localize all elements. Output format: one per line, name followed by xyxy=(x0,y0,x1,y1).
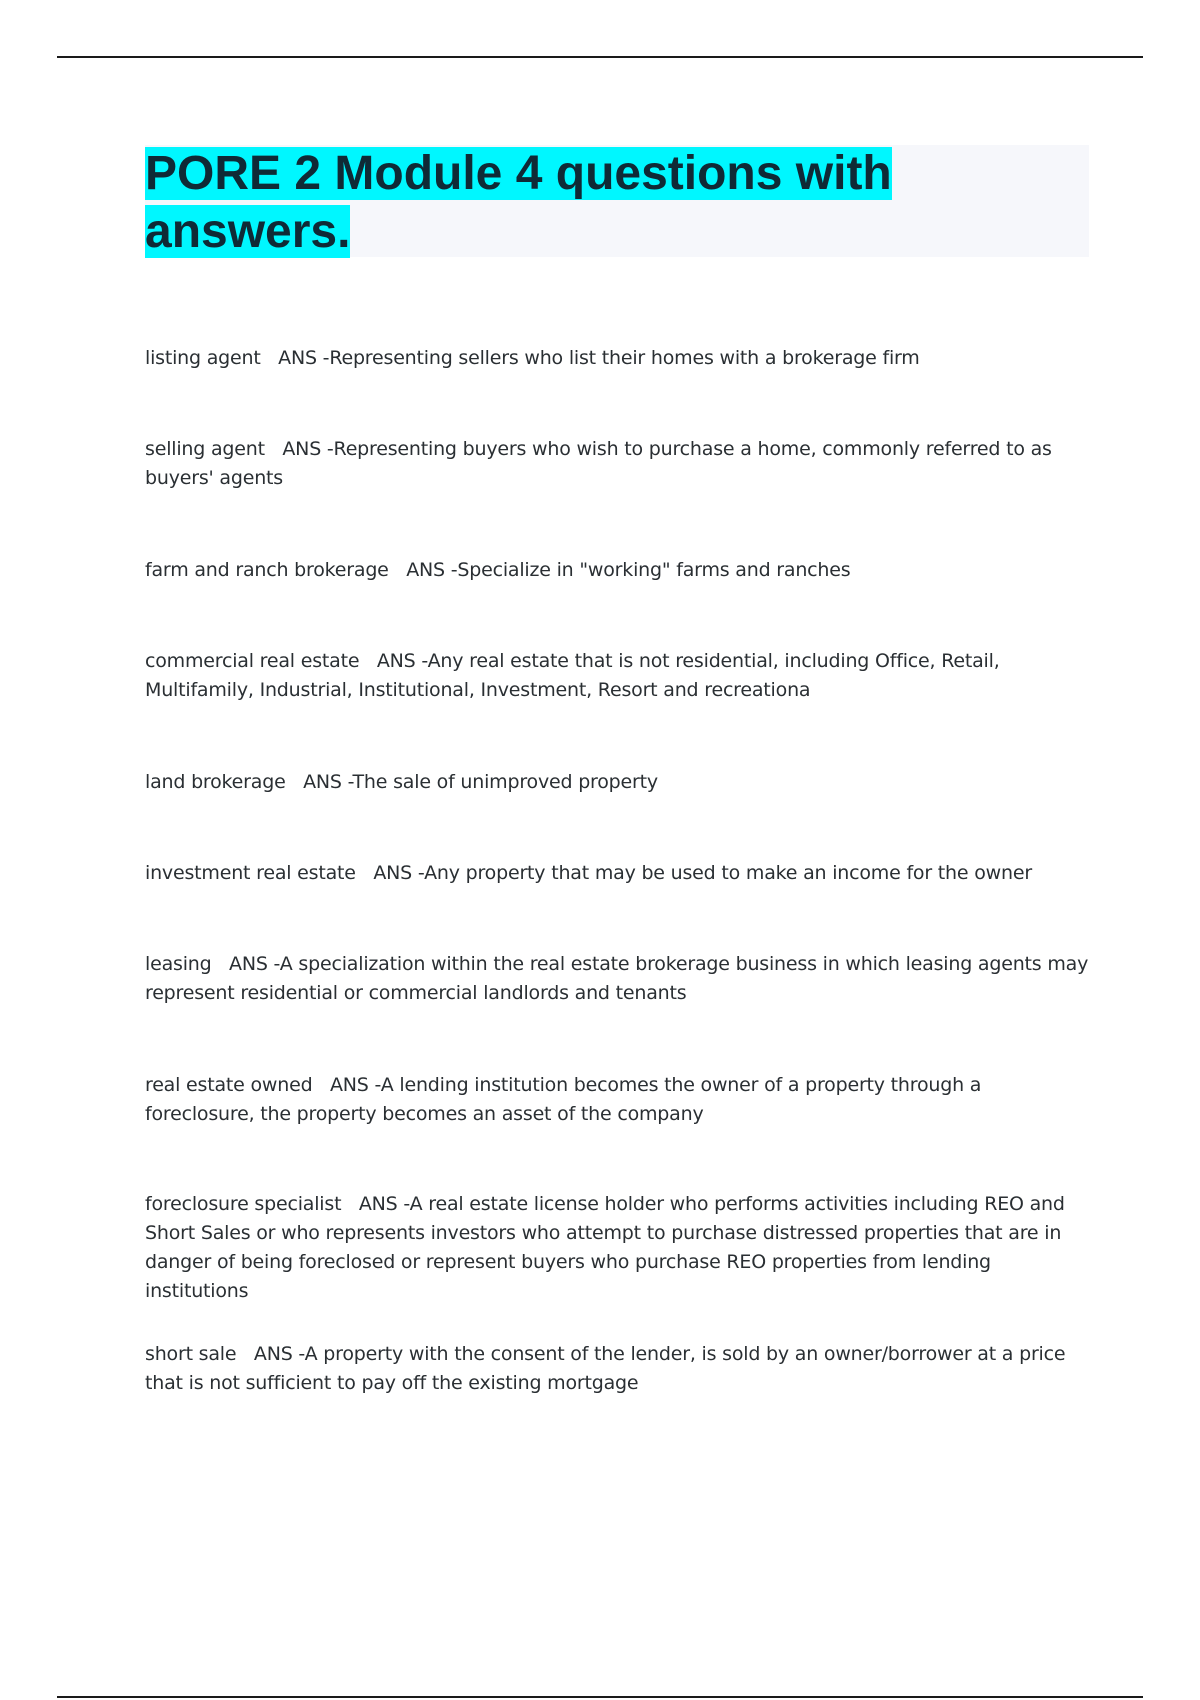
title-highlight: PORE 2 Module 4 questions with answers. xyxy=(145,147,892,258)
qa-term: selling agent xyxy=(145,438,265,460)
qa-answer: A property with the consent of the lender, is sold by an owner/borrower at a price that is not sufficient to pay off the existing mortgage xyxy=(145,1343,1066,1394)
qa-answer: Any real estate that is not residential, including Office, Retail, Multifamily, Industrial, Institutional, Investment, Resort and recreationa xyxy=(145,650,1000,701)
qa-item xyxy=(145,1071,1090,1129)
qa-separator: ANS - xyxy=(260,347,330,369)
qa-term: land brokerage xyxy=(145,771,286,793)
qa-separator: ANS - xyxy=(264,438,334,460)
page-title xyxy=(145,145,945,261)
qa-term: real estate owned xyxy=(145,1074,313,1096)
qa-separator: ANS - xyxy=(388,559,458,581)
qa-term: leasing xyxy=(145,953,212,975)
qa-separator: ANS - xyxy=(236,1343,305,1365)
qa-answer: A specialization within the real estate brokerage business in which leasing agents may represent residential or commercial landlords and tenants xyxy=(145,953,1089,1004)
qa-item xyxy=(145,768,1090,797)
qa-term: investment real estate xyxy=(145,862,356,884)
qa-answer: Specialize in "working" farms and ranches xyxy=(457,559,851,581)
qa-item xyxy=(145,1190,1090,1306)
qa-separator: ANS - xyxy=(312,1074,381,1096)
qa-term: foreclosure specialist xyxy=(145,1193,342,1215)
qa-separator: ANS - xyxy=(285,771,353,793)
qa-item xyxy=(145,950,1090,1008)
qa-term: commercial real estate xyxy=(145,650,360,672)
qa-term: farm and ranch brokerage xyxy=(145,559,389,581)
qa-term: short sale xyxy=(145,1343,237,1365)
qa-item xyxy=(145,435,1090,493)
qa-item xyxy=(145,647,1090,705)
qa-answer: Representing buyers who wish to purchase a home, commonly referred to as buyers' agents xyxy=(145,438,1052,489)
qa-item xyxy=(145,556,1090,585)
qa-separator: ANS - xyxy=(359,650,428,672)
qa-item xyxy=(145,344,1090,373)
qa-answer: A real estate license holder who performs activities including REO and Short Sales or who represents investors who attempt to purchase distressed properties that are in danger of being foreclosed or represent buyers who purchase REO properties from lending institutions xyxy=(145,1193,1065,1302)
qa-item xyxy=(145,859,1090,888)
qa-separator: ANS - xyxy=(355,862,425,884)
header-rule xyxy=(57,56,1143,58)
footer-rule xyxy=(57,1696,1143,1698)
qa-answer: Representing sellers who list their homes with a brokerage firm xyxy=(329,347,920,369)
qa-separator: ANS - xyxy=(211,953,280,975)
title-block xyxy=(145,145,1089,257)
qa-answer: The sale of unimproved property xyxy=(352,771,658,793)
qa-answer: Any property that may be used to make an income for the owner xyxy=(424,862,1032,884)
qa-term: listing agent xyxy=(145,347,261,369)
qa-item xyxy=(145,1340,1090,1398)
qa-separator: ANS - xyxy=(341,1193,410,1215)
qa-answer: A lending institution becomes the owner of a property through a foreclosure, the property becomes an asset of the company xyxy=(145,1074,982,1125)
